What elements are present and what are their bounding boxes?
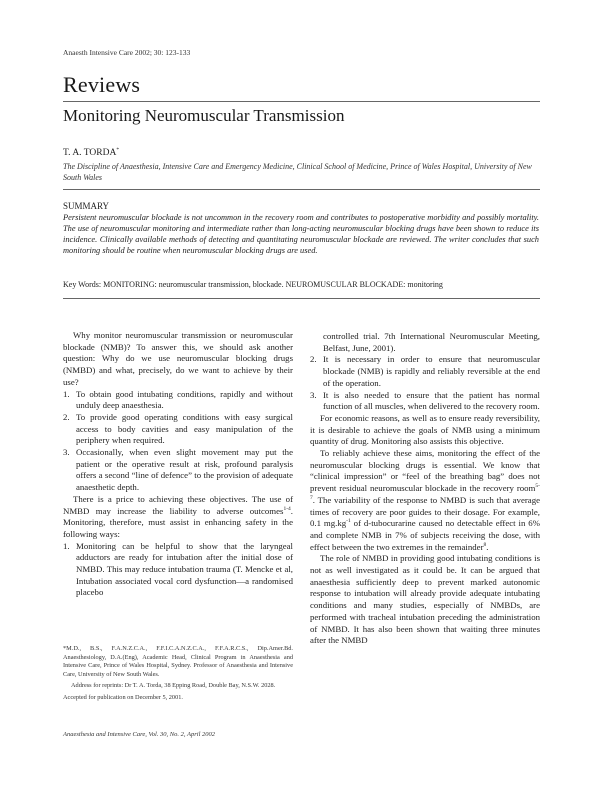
economic-paragraph: For economic reasons, as well as to ensure ready reversibility, it is desirable to achieve the goals of NMB using a minimum quantity of drug. Monitoring also assists this objective. [310,412,540,447]
paragraph-text: . The variability of the response to NMBD is such that average times of recovery are poor guides to their dosage. For example, 0.1 mg.kg [310,494,540,529]
section-rule [63,101,540,102]
list-text: It is necessary in order to ensure that neuromuscular blockade (NMB) is rapidly and reliably reversible at the end of the operation. [323,354,540,388]
paragraph-text: . [486,541,489,552]
section-title: Reviews [63,72,141,97]
list-text: To provide good operating conditions with easy surgical access to body cavities and easy manipulation of the periphery when required. [76,411,293,446]
list-number: 2. [310,354,317,365]
list-text: controlled trial. 7th International Neuromuscular Meeting, Belfast, June, 2001). [323,331,540,353]
reliability-paragraph [310,448,540,553]
list-number: 3. [310,389,317,400]
citation-ref[interactable]: 5-7 [310,483,540,501]
journal-footer: Anaesthesia and Intensive Care, Vol. 30, No. 2, April 2002 [63,731,216,738]
author-footnote-mark: * [116,146,120,153]
footnote-credentials: *M.D., B.S., F.A.N.Z.C.A., F.F.I.C.A.N.Z.C.A., F.F.A.R.C.S., Dip.Amer.Bd. Anaesthesiology, D.A.(Eng), Academic Head, Clinical Program in Anaesthesia and Intensive Care, Prince of Wales Hospital, Sydney. Professor of Anaesthesia and Intensive Care, University of New South Wales. [63,645,293,678]
paragraph-text: To reliably achieve these aims, monitoring the effect of the neuromuscular blocking drugs is essential. We know that “clinical impression” or “feel of the breathing bag” does not prevent residual neuromuscular blockade in the recovery room [310,448,540,494]
paragraph-text: of d-tubocurarine caused no detectable effect in 6% and complete NMB in 7% of subjects receiving the dose, with effect between the two extremes in the remainder [310,518,540,552]
citation-ref[interactable]: 8 [483,541,487,548]
list-item [63,447,293,494]
list-item [310,390,540,413]
list-item [63,389,293,412]
author-name: T. A. TORDA [63,148,117,158]
unit-exponent: -1 [346,518,351,525]
list-item [310,354,540,389]
summary-rule [63,298,540,299]
affiliation-rule [63,189,540,190]
list-number: 3. [63,447,70,458]
paragraph-text: . Monitoring, therefore, must assist in enhancing safety in the following ways: [63,505,293,539]
left-column [63,330,293,599]
article-title: Monitoring Neuromuscular Transmission [63,106,345,125]
list-item-continued [310,331,540,354]
role-paragraph: The role of NMBD in providing good intubating conditions is not as well investigated as it could be. It can be argued that anaesthesia sufficiently deep to prevent marked autonomic response to intubation will already provide adequate intubating conditions and many studies, especially of NMBDs, are performed with tracheal intubation preceding the administration of NMBD. It has also been shown that waiting three minutes after the NMBD [310,553,540,646]
list-item [63,412,293,447]
list-text: It is also needed to ensure that the patient has normal function of all muscles, when delivered to the recovery room. [323,389,540,412]
list-number: 1. [63,540,70,551]
intro-paragraph: Why monitor neuromuscular transmission or neuromuscular blockade (NMB)? To answer this, we should ask another question: Why do we use neuromuscular blocking drugs (NMBD) and what, precisely, do we want to achieve by their use? [63,330,293,387]
keywords: Key Words: MONITORING: neuromuscular transmission, blockade. NEUROMUSCULAR BLOCKADE: monitoring [63,280,443,289]
list-text: Monitoring can be helpful to show that the laryngeal adductors are ready for intubation after the initial dose of NMBD. This may reduce intubation trauma (T. Mencke et al, Intubation associated vocal cord dysfunction—a randomised placebo [76,540,293,598]
footnote-accepted: Accepted for publication on December 5, 2001. [63,693,183,701]
ways-list [63,541,293,600]
summary-heading: SUMMARY [63,201,110,211]
list-text: To obtain good intubating conditions, rapidly and without unduly deep anaesthesia. [76,388,293,411]
objectives-list [63,389,293,494]
footnote-address: Address for reprints: Dr T. A. Torda, 38 Epping Road, Double Bay, N.S.W. 2028. [71,682,276,690]
citation-ref[interactable]: 1-4 [283,505,291,512]
footnotes [63,645,293,703]
list-text: Occasionally, when even slight movement may put the patient or the operative result at risk, profound paralysis offers a second “line of defence” to the provision of adequate anaesthetic depth. [76,447,293,493]
running-head: Anaesth Intensive Care 2002; 30: 123-133 [63,48,191,57]
paragraph-text: There is a price to achieving these objectives. The use of NMBD may increase the liability to adverse outcomes [63,493,293,516]
price-paragraph [63,494,293,541]
list-number: 1. [63,388,70,399]
ways-list-continued [310,331,540,413]
affiliation: The Discipline of Anaesthesia, Intensive Care and Emergency Medicine, Clinical School of Medicine, Prince of Wales Hospital, University of New South Wales [63,162,532,182]
summary-text: Persistent neuromuscular blockade is not uncommon in the recovery room and contributes to postoperative morbidity and possibly mortality. The use of neuromuscular monitoring and intermediate rather than long-acting neuromuscular blocking drugs have been shown to reduce its incidence. Clinically available methods of detecting and quantitating neuromuscular blockade are reviewed. The writer concludes that such monitoring should be routine when neuromuscular blocking drugs are used. [63,213,539,255]
list-item [63,541,293,600]
author [63,148,119,158]
right-column [310,331,540,647]
list-number: 2. [63,411,70,422]
